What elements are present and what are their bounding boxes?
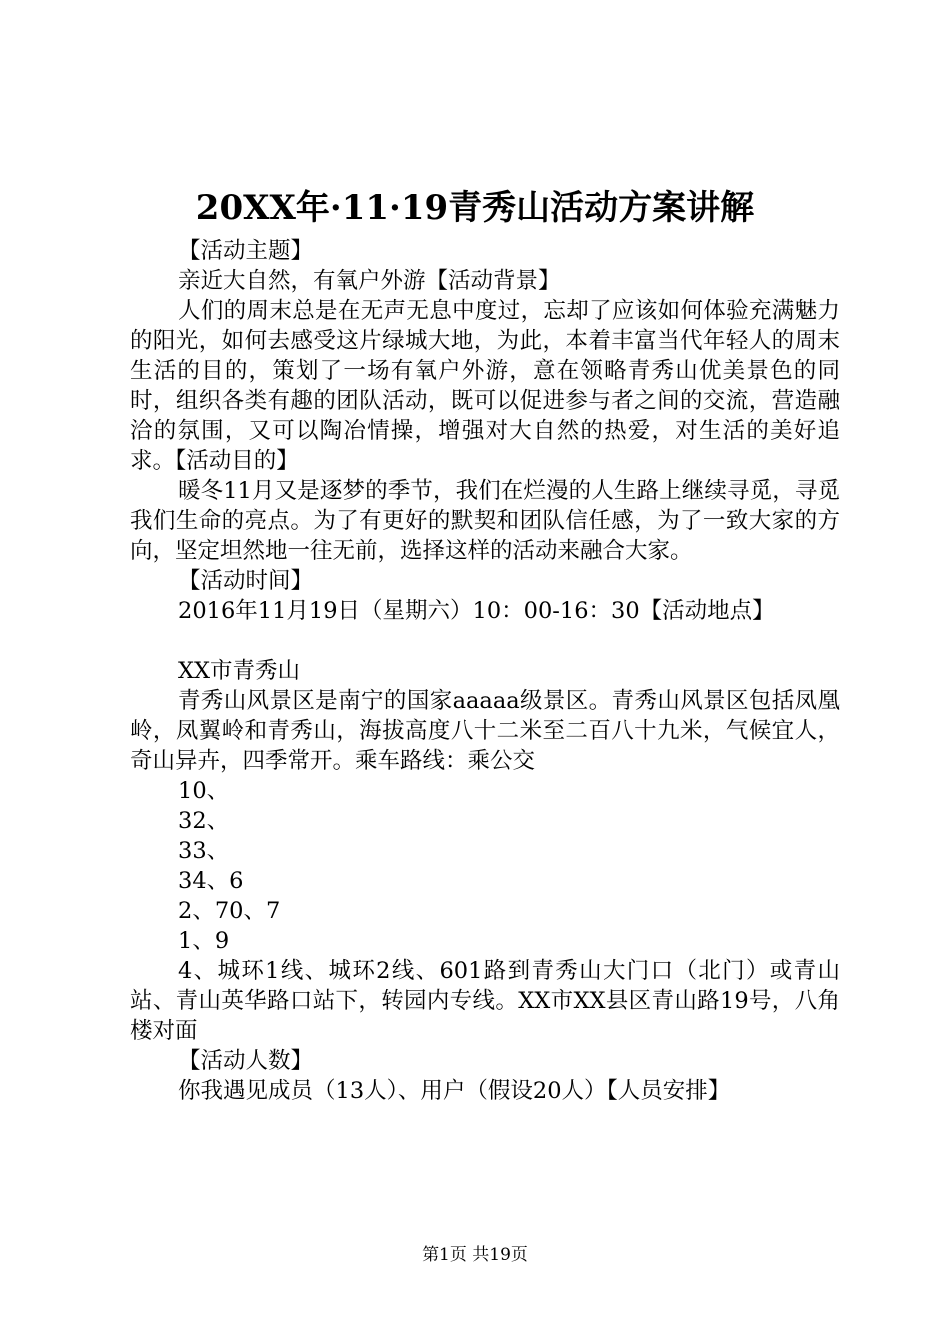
paragraph-count-heading: 【活动人数】 (178, 1048, 314, 1074)
paragraph-theme-heading: 【活动主题】 (178, 238, 314, 264)
paragraph-time-heading: 【活动时间】 (178, 568, 314, 594)
paragraph-time: 2016年11月19日（星期六）10：00-16：30【活动地点】 (178, 598, 775, 624)
paragraph-bus-4: 34、6 (178, 868, 244, 894)
paragraph-count: 你我遇见成员（13人）、用户（假设20人）【人员安排】 (178, 1078, 731, 1104)
document-body (130, 236, 840, 1106)
paragraph-location-desc: 青秀山风景区是南宁的国家aaaaa级景区。青秀山风景区包括凤凰岭，凤翼岭和青秀山，海拔高度八十二米至二百八十九米，气候宜人，奇山异卉，四季常开。乘车路线：乘公交 (130, 688, 840, 774)
paragraph-background: 人们的周末总是在无声无息中度过，忘却了应该如何体验充满魅力的阳光，如何去感受这片绿城大地，为此，本着丰富当代年轻人的周末生活的目的，策划了一场有氧户外游，意在领略青秀山优美景色的同时，组织各类有趣的团队活动，既可以促进参与者之间的交流，营造融洽的氛围，又可以陶冶情操，增强对大自然的热爱，对生活的美好追求。【活动目的】 (130, 298, 840, 474)
paragraph-bus-5: 2、70、7 (178, 898, 281, 924)
paragraph-bus-6: 1、9 (178, 928, 230, 954)
paragraph-purpose: 暖冬11月又是逐梦的季节，我们在烂漫的人生路上继续寻觅，寻觅我们生命的亮点。为了有更好的默契和团队信任感，为了一致大家的方向，坚定坦然地一往无前，选择这样的活动来融合大家。 (130, 478, 840, 564)
paragraph-bus-2: 32、 (178, 808, 230, 834)
paragraph-bus-3: 33、 (178, 838, 230, 864)
blank-line (130, 626, 840, 656)
document-title: 20XX年·11·19青秀山活动方案讲解 (195, 188, 755, 228)
paragraph-bus-1: 10、 (178, 778, 230, 804)
paragraph-route: 4、城环1线、城环2线、601路到青秀山大门口（北门）或青山站、青山英华路口站下，转园内专线。XX市XX县区青山路19号，八角楼对面 (130, 958, 840, 1044)
paragraph-location: XX市青秀山 (178, 658, 301, 684)
paragraph-theme: 亲近大自然，有氧户外游【活动背景】 (178, 268, 561, 294)
page-footer: 第1页 共19页 (422, 1245, 528, 1265)
